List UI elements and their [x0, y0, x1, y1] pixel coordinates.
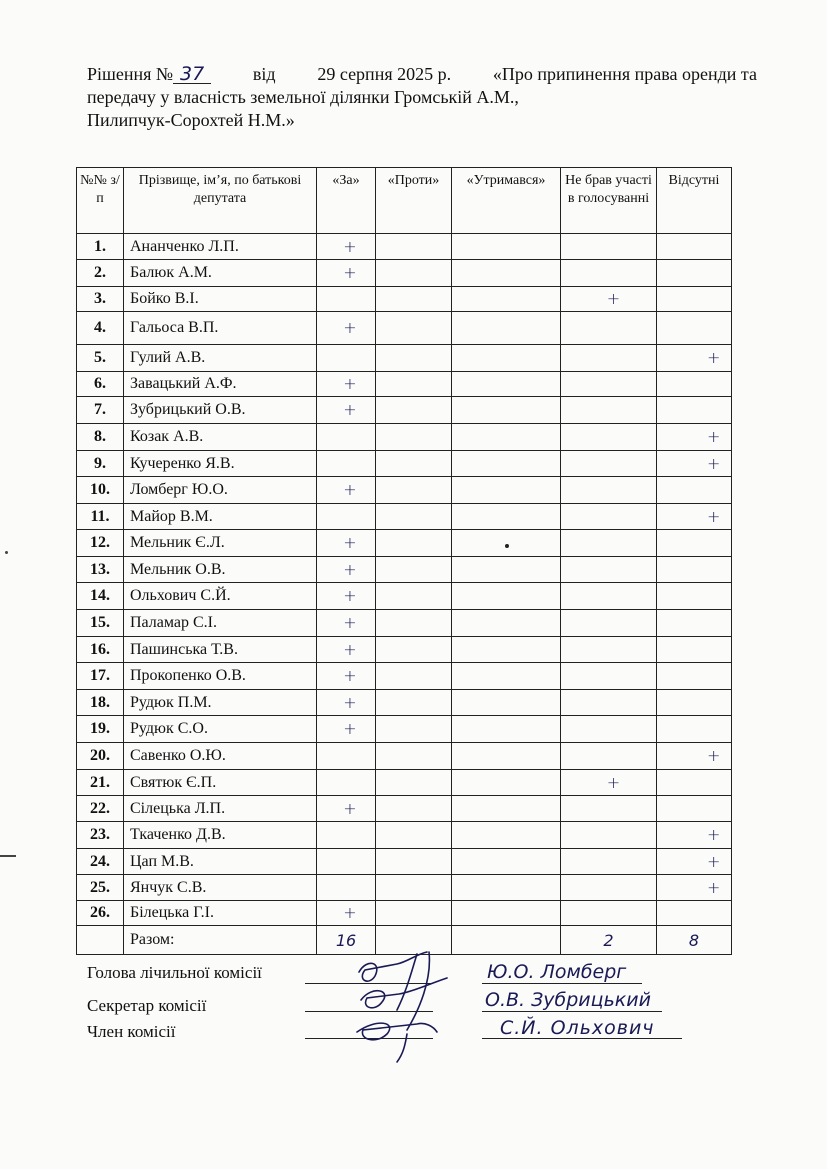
header-line-1: [87, 63, 757, 86]
deputy-name: Паламар С.І.: [124, 610, 317, 637]
vote-cell-ne-brav: [561, 312, 657, 345]
deputy-name: Савенко О.Ю.: [124, 743, 317, 770]
vote-cell-utrymavsia: [452, 716, 561, 743]
row-number: 9.: [77, 451, 124, 477]
vote-cell-za: +: [317, 477, 376, 504]
vote-cell-za: [317, 424, 376, 451]
row-number: 2.: [77, 260, 124, 287]
vote-cell-utrymavsia: [452, 504, 561, 530]
row-number: 16.: [77, 637, 124, 663]
row-number: 1.: [77, 234, 124, 260]
row-number: 11.: [77, 504, 124, 530]
decision-title-part2: передачу у власність земельної ділянки Громській А.М.,: [87, 87, 519, 107]
deputy-name: Янчук С.В.: [124, 875, 317, 901]
table-row: [77, 287, 732, 312]
vote-cell-vidsutni: +: [657, 743, 732, 770]
vote-cell-za: +: [317, 583, 376, 610]
vote-cell-ne-brav: [561, 663, 657, 690]
vote-cell-vidsutni: [657, 637, 732, 663]
vote-cell-utrymavsia: [452, 260, 561, 287]
vote-cell-proty: [376, 504, 452, 530]
vote-cell-utrymavsia: [452, 477, 561, 504]
decision-title-part3: Пилипчук-Сорохтей Н.М.»: [87, 110, 295, 130]
row-number: 6.: [77, 372, 124, 397]
vote-cell-vidsutni: [657, 557, 732, 583]
deputy-name: Пашинська Т.В.: [124, 637, 317, 663]
vote-cell-ne-brav: [561, 557, 657, 583]
vote-cell-utrymavsia: [452, 822, 561, 849]
vote-cell-proty: [376, 743, 452, 770]
vote-cell-utrymavsia: [452, 234, 561, 260]
row-number: 17.: [77, 663, 124, 690]
vote-cell-ne-brav: [561, 849, 657, 875]
deputy-name: Ломберг Ю.О.: [124, 477, 317, 504]
table-row: [77, 397, 732, 424]
vote-cell-utrymavsia: [452, 345, 561, 372]
deputy-name: Ольхович С.Й.: [124, 583, 317, 610]
secretary-label: Секретар комісії: [87, 996, 207, 1015]
row-number: 25.: [77, 875, 124, 901]
deputy-name: Мельник О.В.: [124, 557, 317, 583]
totals-empty-cell: [77, 926, 124, 955]
vote-cell-za: +: [317, 260, 376, 287]
vote-cell-za: [317, 287, 376, 312]
vote-cell-ne-brav: +: [561, 770, 657, 796]
vote-cell-proty: [376, 287, 452, 312]
decision-number: 37: [173, 65, 211, 84]
vote-cell-proty: [376, 530, 452, 557]
vote-cell-proty: [376, 822, 452, 849]
row-number: 19.: [77, 716, 124, 743]
col-header-utrymavsia: «Утримався»: [452, 168, 561, 234]
deputy-name: Рудюк П.М.: [124, 690, 317, 716]
vote-cell-za: +: [317, 637, 376, 663]
table-row: [77, 663, 732, 690]
vote-cell-proty: [376, 875, 452, 901]
vote-cell-za: +: [317, 796, 376, 822]
vote-cell-ne-brav: [561, 690, 657, 716]
total-vidsutni: 8: [657, 926, 732, 955]
secretary-signature-row: [87, 993, 206, 1018]
row-number: 7.: [77, 397, 124, 424]
vote-cell-proty: [376, 637, 452, 663]
vote-cell-ne-brav: [561, 610, 657, 637]
vote-cell-utrymavsia: [452, 637, 561, 663]
table-row: [77, 583, 732, 610]
vote-cell-vidsutni: [657, 796, 732, 822]
vote-cell-proty: [376, 849, 452, 875]
vote-cell-ne-brav: [561, 477, 657, 504]
vote-cell-utrymavsia: [452, 424, 561, 451]
deputy-name: Гулий А.В.: [124, 345, 317, 372]
table-header-row: [77, 168, 732, 234]
table-row: [77, 690, 732, 716]
vote-cell-vidsutni: [657, 287, 732, 312]
vote-cell-utrymavsia: [452, 451, 561, 477]
vote-cell-ne-brav: [561, 637, 657, 663]
vote-cell-proty: [376, 477, 452, 504]
vote-cell-utrymavsia: [452, 663, 561, 690]
vote-cell-utrymavsia: [452, 557, 561, 583]
row-number: 18.: [77, 690, 124, 716]
vote-cell-vidsutni: [657, 530, 732, 557]
vote-cell-ne-brav: [561, 345, 657, 372]
table-body: [77, 234, 732, 955]
decision-title-part1: «Про припинення права оренди та: [492, 64, 757, 84]
vote-cell-za: +: [317, 234, 376, 260]
head-name-handwritten: Ю.О. Ломберг: [487, 961, 627, 983]
vote-cell-utrymavsia: [452, 743, 561, 770]
signature-scribbles-icon: [337, 950, 477, 1070]
from-word: від: [252, 64, 276, 84]
scan-edge-mark: [0, 855, 16, 857]
table-row: [77, 451, 732, 477]
vote-cell-ne-brav: [561, 822, 657, 849]
row-number: 8.: [77, 424, 124, 451]
vote-cell-utrymavsia: [452, 875, 561, 901]
vote-cell-vidsutni: [657, 260, 732, 287]
table-row: [77, 477, 732, 504]
voting-table: [76, 167, 732, 955]
vote-cell-utrymavsia: [452, 530, 561, 557]
vote-cell-ne-brav: [561, 716, 657, 743]
vote-cell-proty: [376, 424, 452, 451]
col-header-vidsutni: Відсутні: [657, 168, 732, 234]
vote-cell-proty: [376, 583, 452, 610]
row-number: 13.: [77, 557, 124, 583]
vote-cell-vidsutni: +: [657, 504, 732, 530]
vote-cell-za: +: [317, 312, 376, 345]
vote-cell-za: +: [317, 557, 376, 583]
vote-cell-proty: [376, 372, 452, 397]
vote-cell-ne-brav: [561, 743, 657, 770]
deputy-name: Балюк А.М.: [124, 260, 317, 287]
row-number: 14.: [77, 583, 124, 610]
vote-cell-za: [317, 451, 376, 477]
deputy-name: Прокопенко О.В.: [124, 663, 317, 690]
vote-cell-proty: [376, 716, 452, 743]
vote-cell-proty: [376, 690, 452, 716]
decision-date: 29 серпня 2025 р.: [317, 64, 452, 84]
vote-cell-utrymavsia: [452, 372, 561, 397]
row-number: 21.: [77, 770, 124, 796]
table-row: [77, 504, 732, 530]
vote-cell-za: +: [317, 397, 376, 424]
vote-cell-vidsutni: [657, 312, 732, 345]
vote-cell-vidsutni: +: [657, 451, 732, 477]
deputy-name: Рудюк С.О.: [124, 716, 317, 743]
vote-cell-vidsutni: +: [657, 875, 732, 901]
table-row: [77, 849, 732, 875]
vote-cell-vidsutni: [657, 610, 732, 637]
vote-cell-ne-brav: [561, 875, 657, 901]
vote-cell-vidsutni: [657, 901, 732, 926]
vote-cell-vidsutni: [657, 716, 732, 743]
vote-cell-za: +: [317, 610, 376, 637]
decision-word: Рішення №: [87, 64, 174, 84]
vote-cell-vidsutni: [657, 583, 732, 610]
table-row: [77, 345, 732, 372]
table-row: [77, 234, 732, 260]
vote-cell-proty: [376, 345, 452, 372]
vote-cell-ne-brav: [561, 901, 657, 926]
table-row: [77, 637, 732, 663]
vote-cell-ne-brav: [561, 424, 657, 451]
vote-cell-utrymavsia: [452, 312, 561, 345]
vote-cell-proty: [376, 901, 452, 926]
member-name-handwritten: С.Й. Ольхович: [500, 1017, 655, 1039]
table-row: [77, 372, 732, 397]
vote-cell-vidsutni: [657, 663, 732, 690]
vote-cell-ne-brav: [561, 504, 657, 530]
table-row: [77, 901, 732, 926]
scan-dust-mark: [5, 551, 8, 554]
vote-cell-vidsutni: [657, 397, 732, 424]
row-number: 5.: [77, 345, 124, 372]
table-row: [77, 796, 732, 822]
vote-cell-utrymavsia: [452, 901, 561, 926]
deputy-name: Зубрицький О.В.: [124, 397, 317, 424]
deputy-name: Гальоса В.П.: [124, 312, 317, 345]
vote-cell-proty: [376, 557, 452, 583]
vote-cell-proty: [376, 610, 452, 637]
deputy-name: Завацький А.Ф.: [124, 372, 317, 397]
vote-cell-za: [317, 822, 376, 849]
secretary-name-handwritten: О.В. Зубрицький: [485, 989, 651, 1011]
member-signature-row: [87, 1019, 175, 1044]
vote-cell-vidsutni: +: [657, 849, 732, 875]
vote-cell-vidsutni: [657, 770, 732, 796]
vote-cell-za: [317, 743, 376, 770]
vote-cell-proty: [376, 451, 452, 477]
vote-cell-proty: [376, 234, 452, 260]
vote-cell-za: +: [317, 690, 376, 716]
row-number: 3.: [77, 287, 124, 312]
vote-cell-ne-brav: [561, 397, 657, 424]
col-header-name: Прізвище, ім’я, по батькові депутата: [124, 168, 317, 234]
vote-cell-utrymavsia: [452, 287, 561, 312]
deputy-name: Білецька Г.І.: [124, 901, 317, 926]
vote-cell-vidsutni: +: [657, 345, 732, 372]
deputy-name: Мельник Є.Л.: [124, 530, 317, 557]
vote-cell-za: [317, 849, 376, 875]
vote-cell-za: +: [317, 716, 376, 743]
deputy-name: Ткаченко Д.В.: [124, 822, 317, 849]
vote-cell-ne-brav: +: [561, 287, 657, 312]
table-row: [77, 770, 732, 796]
vote-cell-za: [317, 345, 376, 372]
vote-cell-vidsutni: [657, 372, 732, 397]
total-za: 16: [317, 926, 376, 955]
col-header-ne-brav: Не брав участі в голосуванні: [561, 168, 657, 234]
table-row: [77, 743, 732, 770]
row-number: 20.: [77, 743, 124, 770]
vote-cell-ne-brav: [561, 796, 657, 822]
row-number: 12.: [77, 530, 124, 557]
vote-cell-vidsutni: [657, 690, 732, 716]
deputy-name: Святюк Є.П.: [124, 770, 317, 796]
deputy-name: Майор В.М.: [124, 504, 317, 530]
vote-cell-ne-brav: [561, 234, 657, 260]
vote-cell-za: +: [317, 901, 376, 926]
table-row: [77, 822, 732, 849]
vote-cell-proty: [376, 796, 452, 822]
vote-cell-za: +: [317, 372, 376, 397]
vote-cell-utrymavsia: [452, 583, 561, 610]
vote-cell-ne-brav: [561, 530, 657, 557]
head-signature-row: [87, 960, 262, 985]
vote-cell-ne-brav: [561, 583, 657, 610]
vote-cell-vidsutni: +: [657, 822, 732, 849]
row-number: 23.: [77, 822, 124, 849]
vote-cell-vidsutni: [657, 477, 732, 504]
vote-cell-vidsutni: [657, 234, 732, 260]
vote-cell-za: +: [317, 530, 376, 557]
row-number: 22.: [77, 796, 124, 822]
table-row: [77, 557, 732, 583]
vote-cell-proty: [376, 663, 452, 690]
deputy-name: Козак А.В.: [124, 424, 317, 451]
vote-cell-ne-brav: [561, 372, 657, 397]
vote-cell-proty: [376, 312, 452, 345]
vote-cell-ne-brav: [561, 451, 657, 477]
decision-header: [87, 63, 757, 132]
table-row: [77, 312, 732, 345]
deputy-name: Кучеренко Я.В.: [124, 451, 317, 477]
vote-cell-utrymavsia: [452, 610, 561, 637]
row-number: 24.: [77, 849, 124, 875]
table-row: [77, 530, 732, 557]
deputy-name: Цап М.В.: [124, 849, 317, 875]
row-number: 15.: [77, 610, 124, 637]
table-row: [77, 260, 732, 287]
vote-cell-za: [317, 504, 376, 530]
vote-cell-utrymavsia: [452, 397, 561, 424]
deputy-name: Ананченко Л.П.: [124, 234, 317, 260]
vote-cell-proty: [376, 770, 452, 796]
member-label: Член комісії: [87, 1022, 176, 1041]
col-header-proty: «Проти»: [376, 168, 452, 234]
head-label: Голова лічильної комісії: [87, 963, 262, 982]
col-header-num: №№ з/п: [77, 168, 124, 234]
table-row: [77, 875, 732, 901]
vote-cell-utrymavsia: [452, 796, 561, 822]
vote-cell-proty: [376, 260, 452, 287]
vote-cell-utrymavsia: [452, 849, 561, 875]
row-number: 10.: [77, 477, 124, 504]
totals-label: Разом:: [124, 926, 317, 955]
stray-dot-mark: [505, 544, 509, 548]
vote-cell-za: [317, 770, 376, 796]
vote-cell-vidsutni: +: [657, 424, 732, 451]
vote-cell-proty: [376, 397, 452, 424]
vote-cell-ne-brav: [561, 260, 657, 287]
table-row: [77, 610, 732, 637]
deputy-name: Бойко В.І.: [124, 287, 317, 312]
col-header-za: «За»: [317, 168, 376, 234]
vote-cell-za: +: [317, 663, 376, 690]
vote-cell-utrymavsia: [452, 690, 561, 716]
table-row: [77, 716, 732, 743]
row-number: 4.: [77, 312, 124, 345]
vote-cell-za: [317, 875, 376, 901]
vote-cell-utrymavsia: [452, 770, 561, 796]
deputy-name: Сілецька Л.П.: [124, 796, 317, 822]
total-ne-brav: 2: [561, 926, 657, 955]
row-number: 26.: [77, 901, 124, 926]
table-row: [77, 424, 732, 451]
